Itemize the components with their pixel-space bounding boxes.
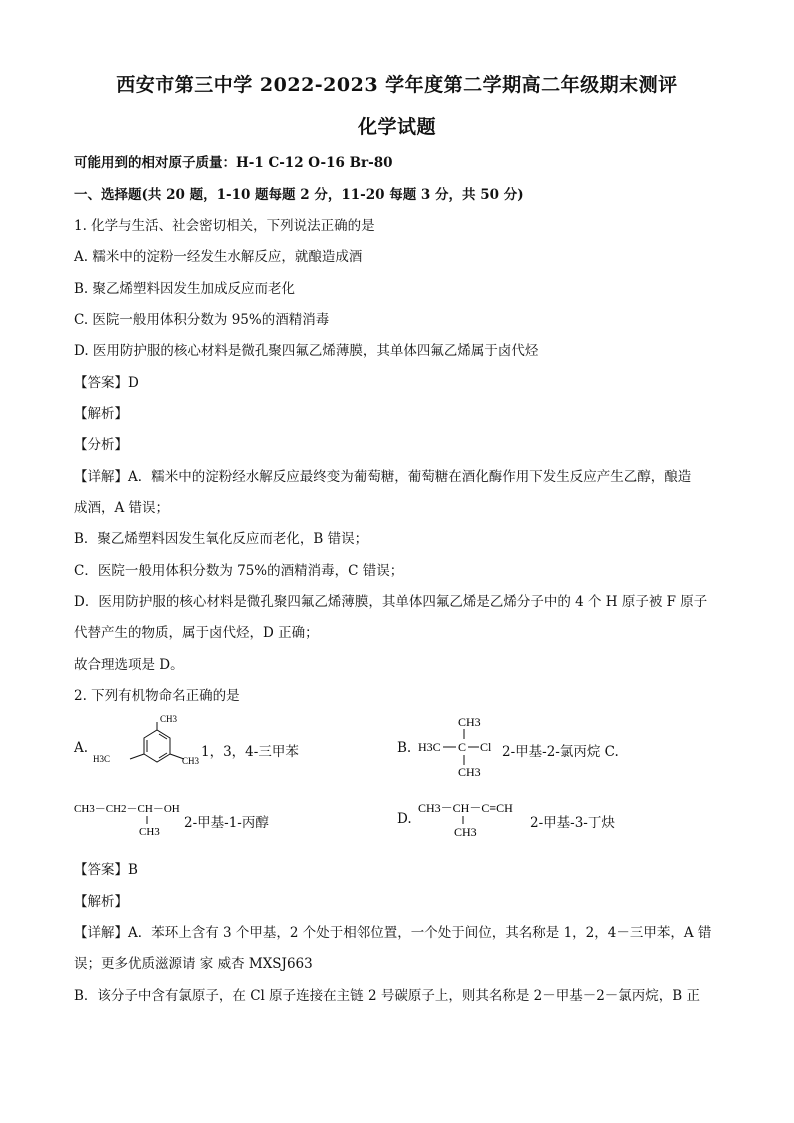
methylpropanol-diagram bbox=[74, 796, 186, 840]
q2-detail-line: 误；更多优质滋源请 家 威杏 MXSJ663 bbox=[74, 956, 313, 972]
methylbutyne-diagram bbox=[418, 796, 530, 840]
q1-option-b: B. 聚乙烯塑料因发生加成反应而老化 bbox=[74, 281, 296, 297]
q1-detail-line: D．医用防护服的核心材料是微孔聚四氟乙烯薄膜，其单体四氟乙烯是乙烯分子中的 4 个 H 原子被 F 原子 bbox=[74, 594, 708, 610]
atomic-masses: 可能用到的相对原子质量：H-1 C-12 O-16 Br-80 bbox=[74, 155, 393, 171]
section-heading: 一、选择题(共 20 题，1-10 题每题 2 分，11-20 每题 3 分，共 50 分) bbox=[74, 187, 524, 203]
trimethylbenzene-diagram bbox=[90, 712, 210, 782]
q1-option-d: D. 医用防护服的核心材料是微孔聚四氟乙烯薄膜，其单体四氟乙烯属于卤代烃 bbox=[74, 343, 539, 359]
q1-detail-line: 代替产生的物质，属于卤代烃，D 正确； bbox=[74, 625, 319, 641]
q1-analysis-label: 【解析】 bbox=[74, 406, 128, 422]
q1-option-c: C. 医院一般用体积分数为 95%的酒精消毒 bbox=[74, 312, 330, 328]
q1-option-a: A. 糯米中的淀粉一经发生水解反应，就酿造成酒 bbox=[74, 249, 363, 265]
methyl-bottom: CH3 bbox=[139, 826, 160, 838]
option-c-structure bbox=[74, 796, 186, 840]
q2-option-a-letter: A. bbox=[74, 740, 89, 756]
main-chain: CH3－CH－C≡CH bbox=[418, 801, 513, 815]
q2-option-a-name: 1，3，4-三甲苯 bbox=[201, 744, 299, 760]
q2-stem: 2. 下列有机物命名正确的是 bbox=[74, 688, 240, 704]
option-b-structure bbox=[418, 712, 500, 782]
methyl-bottom: CH3 bbox=[454, 825, 477, 839]
q1-answer: 【答案】D bbox=[74, 375, 139, 391]
option-a-structure bbox=[90, 712, 210, 782]
q1-stem: 1. 化学与生活、社会密切相关，下列说法正确的是 bbox=[74, 218, 375, 234]
main-chain: CH3－CH2－CH－OH bbox=[74, 803, 180, 815]
document-title: 西安市第三中学 2022-2023 学年度第二学期高二年级期末测评 bbox=[116, 74, 678, 96]
q2-answer: 【答案】B bbox=[74, 862, 138, 878]
q1-detail-line: 故合理选项是 D。 bbox=[74, 657, 184, 673]
q2-analysis-label: 【解析】 bbox=[74, 894, 128, 910]
methyl-bottom: CH3 bbox=[458, 765, 481, 779]
q1-detail-line: C．医院一般用体积分数为 75%的酒精消毒，C 错误； bbox=[74, 563, 404, 579]
q1-detail-line: B．聚乙烯塑料因发生氧化反应而老化，B 错误； bbox=[74, 531, 369, 547]
option-d-structure bbox=[418, 796, 530, 840]
q1-detail-line: 【详解】A．糯米中的淀粉经水解反应最终变为葡萄糖，葡萄糖在酒化酶作用下发生反应产生乙醇，酿造 bbox=[74, 469, 692, 485]
methyl-top: CH3 bbox=[458, 715, 481, 729]
q2-detail-line: B．该分子中含有氯原子，在 Cl 原子连接在主链 2 号碳原子上，则其名称是 2－甲基－2－氯丙烷，B 正 bbox=[74, 988, 701, 1004]
q2-detail-line: 【详解】A．苯环上含有 3 个甲基，2 个处于相邻位置，一个处于间位，其名称是 1，2，4－三甲苯，A 错 bbox=[74, 925, 712, 941]
methyl-left: H3C bbox=[418, 740, 441, 754]
q2-option-b-name: 2-甲基-2-氯丙烷 C. bbox=[502, 744, 619, 760]
central-carbon: C bbox=[458, 740, 467, 754]
q2-option-b-letter: B. bbox=[397, 740, 412, 756]
q1-fenxi-label: 【分析】 bbox=[74, 437, 128, 453]
methyl-left: H3C bbox=[93, 754, 111, 764]
q2-option-c-name: 2-甲基-1-丙醇 bbox=[184, 815, 269, 831]
methyl-right: CH3 bbox=[182, 756, 200, 766]
chloro-methylpropane-diagram bbox=[418, 712, 500, 782]
q2-option-d-name: 2-甲基-3-丁炔 bbox=[530, 815, 615, 831]
chlorine: Cl bbox=[480, 740, 492, 754]
methyl-top: CH3 bbox=[160, 714, 178, 724]
q2-option-d-letter: D. bbox=[397, 811, 412, 827]
document-subtitle: 化学试题 bbox=[357, 116, 436, 138]
q1-detail-line: 成酒，A 错误； bbox=[74, 500, 170, 516]
